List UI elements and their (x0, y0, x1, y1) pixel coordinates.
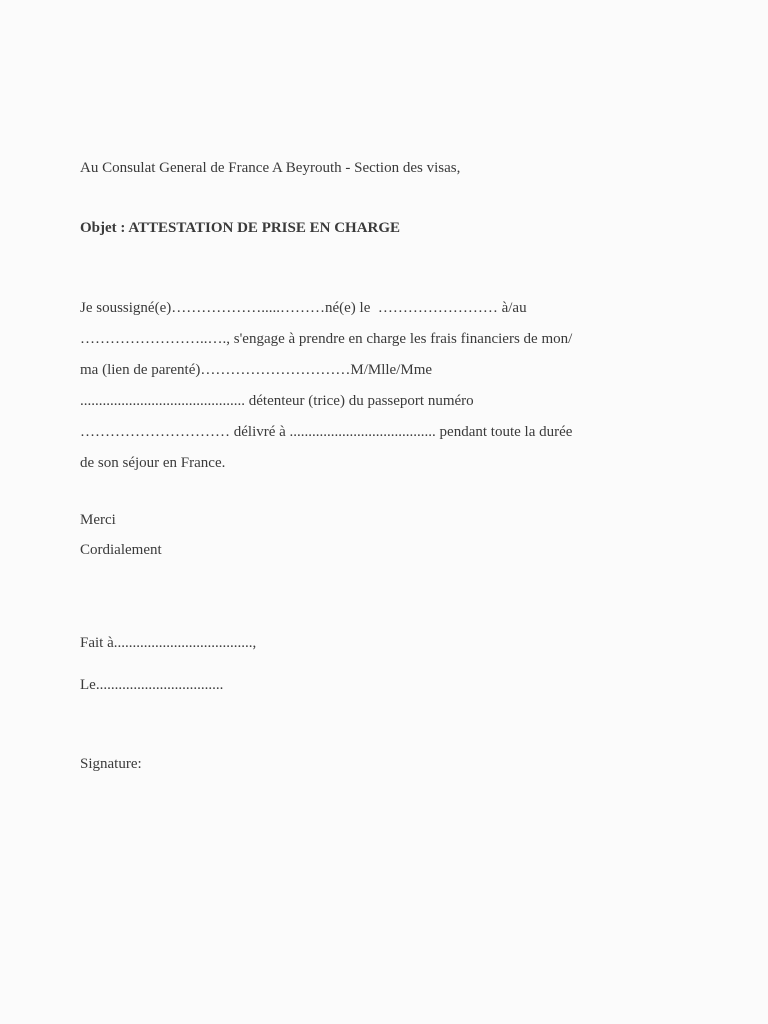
closing-thanks: Merci (80, 512, 116, 528)
body-line-5: ………………………… délivré à ....................................... pendant toute la durée (80, 424, 573, 440)
addressee-line: Au Consulat General de France A Beyrouth - Section des visas, (80, 160, 461, 176)
body-line-3: ma (lien de parenté)…………………………M/Mlle/Mme (80, 362, 433, 378)
body-line-6: de son séjour en France. (80, 455, 226, 471)
date-line: Le.................................. (80, 677, 224, 693)
closing-regards: Cordialement (80, 542, 162, 558)
body-line-1: Je soussigné(e)……………….....………né(e) le …………………… à/au (80, 300, 527, 316)
body-line-2: ……………………..…., s'engage à prendre en charge les frais financiers de mon/ (80, 331, 573, 347)
place-line: Fait à....................................., (80, 635, 257, 651)
body-line-4: ............................................ détenteur (trice) du passeport numéro (80, 393, 474, 409)
subject-line: Objet : ATTESTATION DE PRISE EN CHARGE (80, 220, 401, 236)
signature-label: Signature: (80, 756, 142, 772)
